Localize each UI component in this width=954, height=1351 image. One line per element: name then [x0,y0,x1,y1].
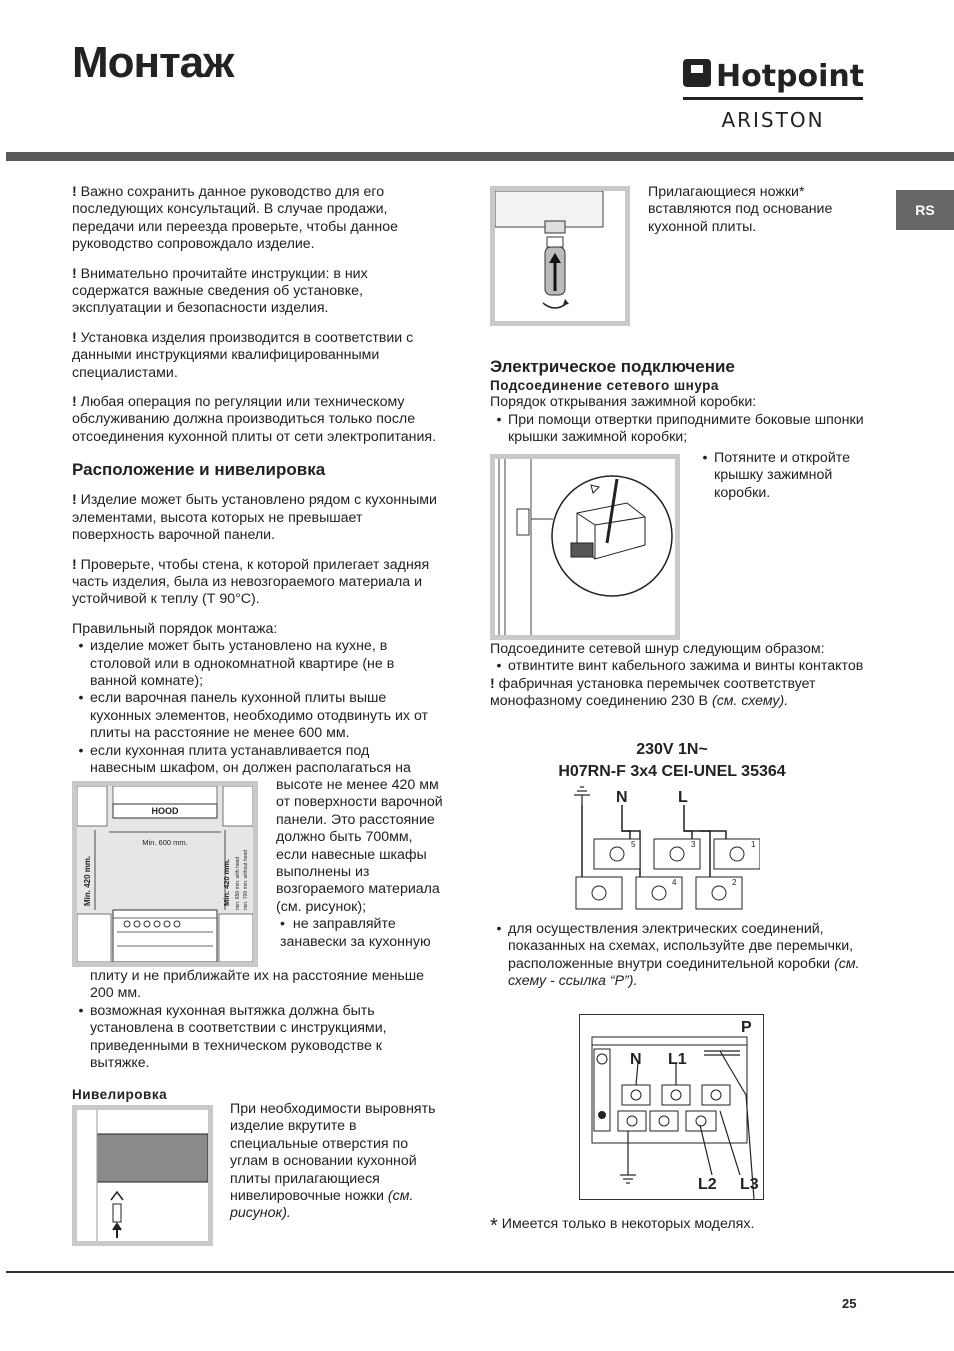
leveling-heading: Нивелировка [72,1087,168,1103]
wiring-diagram-1 [570,785,760,913]
left-column [72,184,438,777]
clearance-text: высоте не менее 420 мм от поверхности варочной панели. Это расстояние должно быть 700мм, если навесные шкафы выполнены из возгораемого материала (см. рисунок); [276,777,443,915]
list-item: • отвинтите винт кабельного зажима и винты контактов [490,658,872,675]
svg-text:HOOD: HOOD [151,806,179,816]
foot-insert-diagram [495,191,625,321]
note-text: Важно сохранить данное руководство для его последующих консультаций. В случае продажи, передачи или переезда проверьте, чтобы данное руководство сопровождало изделие. [72,184,398,253]
diagram-title [490,739,854,783]
line-label: L [678,789,688,806]
terminal-3: 3 [691,840,696,849]
terminal-5: 5 [631,840,636,849]
page-number: 25 [842,1296,857,1311]
svg-text:Min. 420 mm.: Min. 420 mm. [222,858,231,906]
terminal-2: 2 [732,878,737,887]
jumper-section [490,921,862,991]
install-list-2 [72,1003,440,1073]
jumper-ref: (см. схему - ссылка “P”). [508,955,860,990]
list-item: • При помощи отвертки приподнимите боковые шпонки крышки зажимной коробки; [490,412,870,447]
feet-figure [490,186,630,326]
terminal-box-figure [490,454,680,640]
header-divider [6,152,954,161]
svg-text:min. 650 mm. with hood: min. 650 mm. with hood [235,856,241,910]
subsection-heading: Подсоединение сетевого шнура [490,378,719,393]
terminal-block-diagram [580,1015,763,1199]
leveling-body: При необходимости выровнять изделие вкрутите в специальные отверстия по углам в основании кухонной плиты прилагающиеся нивелировочные ножки [230,1101,436,1205]
note-text: Изделие может быть установлено рядом с кухонными элементами, высота которых не превышает поверхность варочной панели. [72,492,437,544]
jumper-list [490,921,862,991]
leveling-text [230,1101,440,1223]
hood-clearance-diagram [77,786,253,962]
section-heading: Расположение и нивелировка [72,460,326,480]
open-intro: Порядок открывания зажимной коробки: [490,394,757,411]
note: ! Установка изделия производится в соответствии с данными инструкциями квалифицированными специалистами. [72,329,414,381]
list-item-text: не заправляйте занавески за кухонную [280,916,431,950]
section-heading: Электрическое подключение [490,357,735,376]
connect-list [490,658,872,675]
factory-ref: (см. схему). [711,693,789,710]
wiring-diagram-svg [570,785,760,913]
list-item: • Потяните и откройте крышку зажимной коробки. [696,450,866,502]
factory-note: ! фабричная установка перемычек соответствует монофазному соединению 230 В (см. схему). [490,675,816,710]
svg-text:Min. 600 mm.: Min. 600 mm. [142,838,188,847]
electrical-section [490,357,870,447]
jumper-p-label: P [741,1019,752,1036]
page-title: Монтаж [72,38,234,87]
list-item: • если варочная панель кухонной плиты выше кухонных элементов, необходимо отодвинуть их от плиты на расстояние не менее 600 мм. [72,690,438,742]
hood-clearance-figure [72,781,258,967]
list-item: • возможная кухонная вытяжка должна быть установлена в соответствии с инструкциями, приведенными в техническом руководстве к вытяжке. [72,1003,440,1073]
install-list [72,638,438,777]
terminal-4: 4 [672,878,677,887]
leveling-diagram [77,1110,208,1241]
note: ! Важно сохранить данное руководство для его последующих консультаций. В случае продажи, передачи или переезда проверьте, чтобы данное руководство сопровождало изделие. [72,184,398,253]
open-bullet-2 [696,450,866,502]
footnote-star: * [490,1215,498,1237]
leveling-ref: (см. рисунок). [230,1188,414,1222]
connect-intro: Подсоедините сетевой шнур следующим образом: [490,641,825,657]
cable-label: H07RN-F 3x4 CEI-UNEL 35364 [558,763,786,780]
note: ! Любая операция по регуляции или техническому обслуживанию должна производиться только после отсоединения кухонной плиты от сети электропитания. [72,394,437,445]
svg-text:min. 700 mm. without hood: min. 700 mm. without hood [243,849,249,910]
l3-label: L3 [740,1176,759,1193]
note: ! Внимательно прочитайте инструкции: в них содержатся важные сведения об установке, эксплуатации и безопасности изделия. [72,265,368,317]
order-intro: Правильный порядок монтажа: [72,620,278,637]
note-text: Внимательно прочитайте инструкции: в них содержатся важные сведения об установке, эксплуатации и безопасности изделия. [72,265,368,317]
neutral-label: N [616,789,628,806]
l1-label: L1 [668,1051,687,1068]
hotpoint-ariston-logo [682,54,864,132]
svg-text:ARISTON: ARISTON [721,108,825,132]
leveling-figure [72,1105,213,1246]
factory-note-text: фабричная установка перемычек соответствует монофазному соединению 230 В [490,675,816,710]
n-label: N [630,1051,642,1068]
list-item: • изделие может быть установлено на кухне, в столовой или в однокомнатной квартире (не в ванной комнате); [72,638,438,690]
terminal-box-diagram [495,459,675,635]
note: ! Проверьте, чтобы стена, к которой прилегает задняя часть изделия, была из невозгораемого материала и устойчивой к теплу (Т 90°С). [72,556,430,608]
note-text: Установка изделия производится в соответствии с данными инструкциями квалифицированными специалистами. [72,329,414,381]
footnote-text: Имеется только в некоторых моделях. [501,1216,755,1232]
list-item: • не заправляйте занавески за кухонную [280,916,431,950]
note: ! Изделие может быть установлено рядом с кухонными элементами, высота которых не превышает поверхность варочной панели. [72,492,437,544]
feet-text [648,184,868,236]
feet-body: Прилагающиеся ножки* вставляются под основание кухонной плиты. [648,184,833,235]
svg-text:Min. 420 mm.: Min. 420 mm. [83,855,92,906]
note-text: Проверьте, чтобы стена, к которой прилегает задняя часть изделия, была из невозгораемого материала и устойчивой к теплу (Т 90°С). [72,556,430,608]
terminal-1: 1 [751,840,756,849]
list-item-cont: плиту и не приближайте их на расстояние меньше 200 мм. [90,968,425,1002]
open-list [490,412,870,447]
footer-divider [6,1271,954,1273]
note-text: Любая операция по регуляции или техническому обслуживанию должна производиться только после отсоединения кухонной плиты от сети электропитания. [72,394,437,445]
language-tab: RS [896,190,954,230]
footnote [490,1216,860,1235]
voltage-label: 230V 1N~ [636,741,708,758]
open-list-2 [696,450,866,502]
wiring-diagram-2 [579,1014,764,1200]
l2-label: L2 [698,1176,717,1193]
brand-logo [682,54,864,132]
connect-section [490,641,872,711]
svg-text:Hotpoint: Hotpoint [716,59,864,94]
list-item: • если кухонная плита устанавливается под навесным шкафом, он должен располагаться на [72,743,438,778]
list-item [490,921,862,991]
left-column-cont [72,968,440,1104]
jumper-text: для осуществления электрических соединений, показанных на схемах, используйте две перемычки, расположенные внутри соединительной коробки [508,921,854,972]
wrap-text [276,777,446,951]
